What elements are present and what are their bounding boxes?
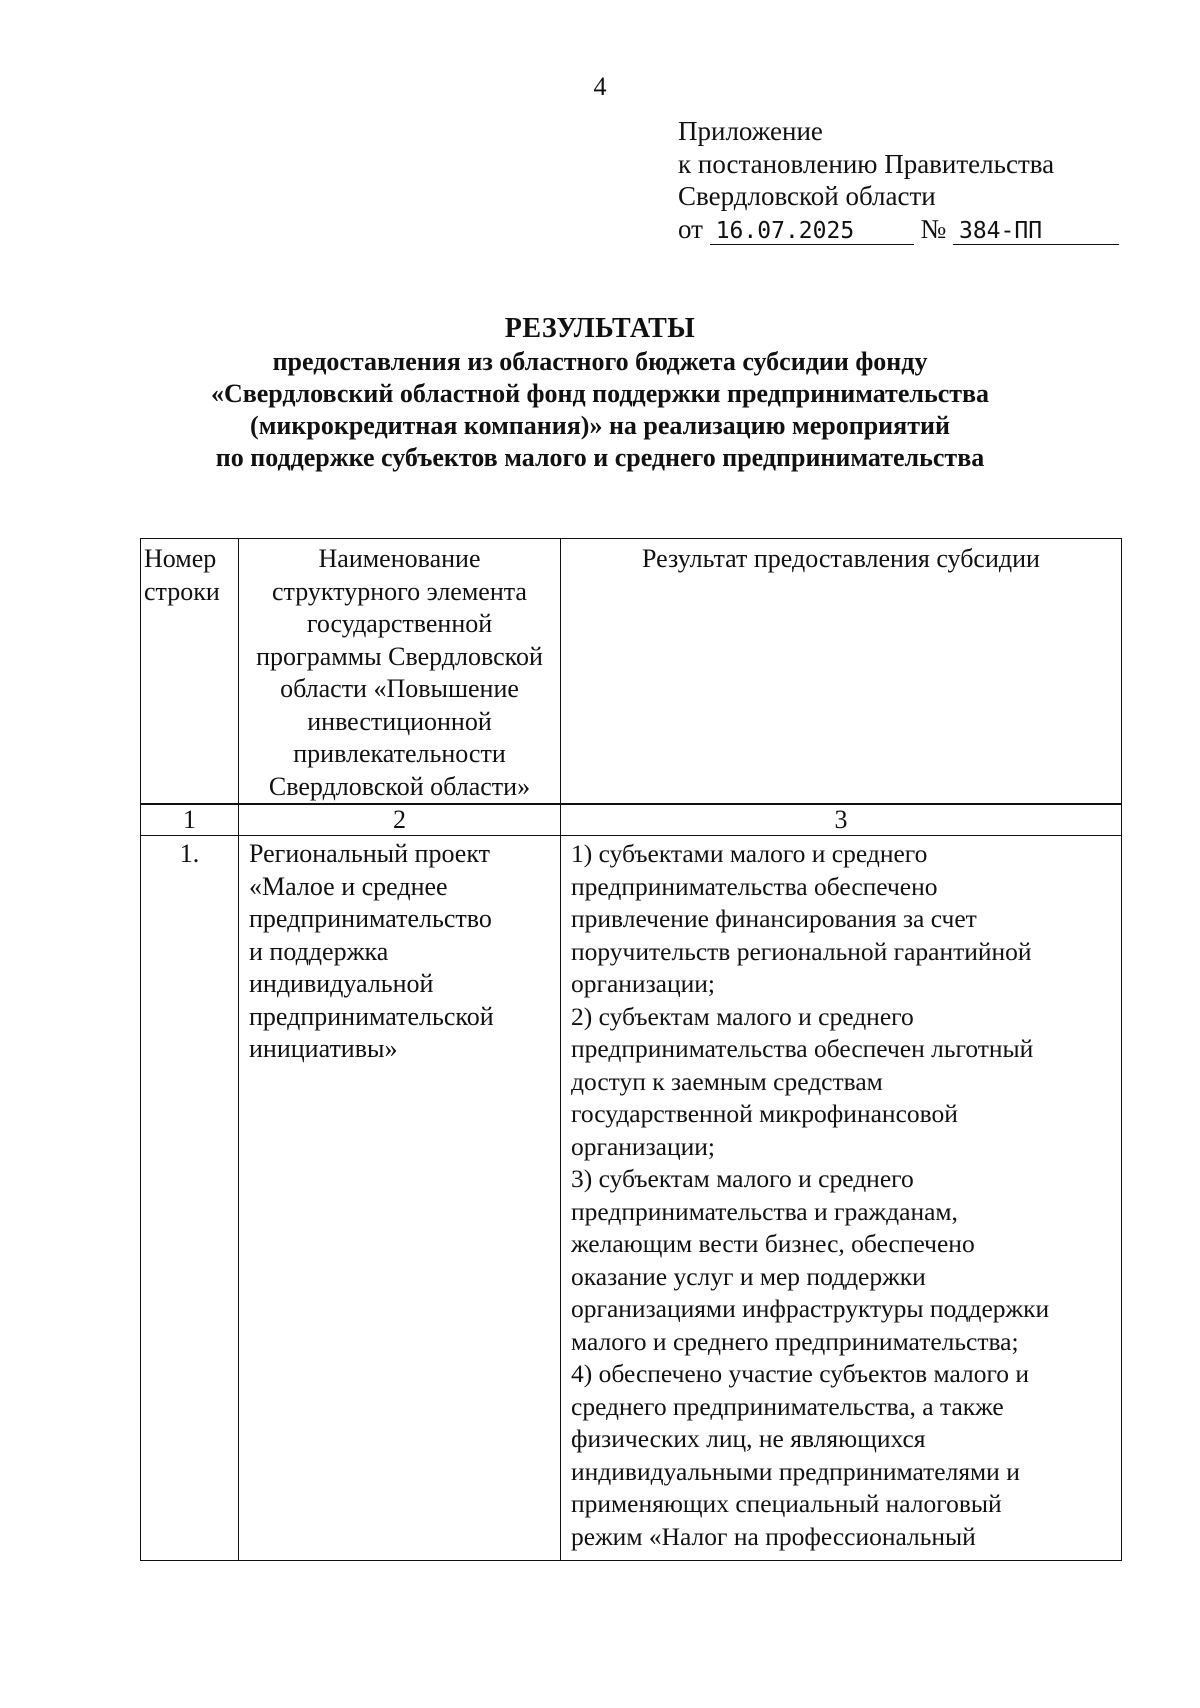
results-table-header xyxy=(140,538,1122,804)
column-number-3: 3 xyxy=(561,805,1122,836)
column-number-row xyxy=(141,805,1122,836)
column-number-2: 2 xyxy=(239,805,561,836)
header-structural-element: Наименование структурного элемента государственной программы Свердловской области «Повышение инвестиционной привлекательности Свердловской области» xyxy=(239,539,561,804)
appendix-region: Свердловской области xyxy=(678,181,936,211)
row-number: 1. xyxy=(141,836,239,1561)
row-structural-element: Региональный проект «Малое и среднее предпринимательство и поддержка индивидуальной предпринимательской инициативы» xyxy=(239,836,561,1561)
resolution-date: 16.07.2025 xyxy=(710,218,914,245)
title-line-4: по поддержке субъектов малого и среднего предпринимательства xyxy=(215,443,985,472)
title-line-2: «Свердловский областной фонд поддержки предпринимательства xyxy=(210,379,990,408)
title-main: РЕЗУЛЬТАТЫ xyxy=(504,313,696,344)
number-prefix: № xyxy=(920,213,947,244)
document-title xyxy=(0,312,1200,474)
results-table-body xyxy=(140,804,1122,1561)
header-subsidy-result: Результат предоставления субсидии xyxy=(561,539,1122,804)
appendix-registration xyxy=(678,213,1148,246)
header-row xyxy=(141,539,1122,804)
resolution-number: 384-ПП xyxy=(953,218,1119,245)
table-row xyxy=(141,836,1122,1561)
header-row-number: Номер строки xyxy=(141,539,239,804)
row-subsidy-result: 1) субъектами малого и среднего предпринимательства обеспечено привлечение финансирования за счет поручительств региональной гарантийной организации; 2) субъектам малого и среднего предпринимательства обеспечен льготный доступ к заемным средствам государственной микрофинансовой организации; 3) субъектам малого и среднего предпринимательства и гражданам, желающим вести бизнес, обеспечено оказание услуг и мер поддержки организациями инфраструктуры поддержки малого и среднего предпринимательства; 4) обеспечено участие субъектов малого и среднего предпринимательства, а также физических лиц, не являющихся индивидуальными предпринимателями и применяющих специальный налоговый режим «Налог на профессиональный xyxy=(561,836,1122,1561)
title-line-3: (микрокредитная компания)» на реализацию мероприятий xyxy=(250,411,950,440)
appendix-reference: к постановлению Правительства xyxy=(678,148,1055,179)
appendix-block xyxy=(678,115,1148,245)
page-number: 4 xyxy=(593,72,607,101)
column-number-1: 1 xyxy=(141,805,239,836)
date-prefix: от xyxy=(678,213,703,244)
appendix-title: Приложение xyxy=(678,116,823,146)
title-line-1: предоставления из областного бюджета субсидии фонду xyxy=(272,347,928,376)
